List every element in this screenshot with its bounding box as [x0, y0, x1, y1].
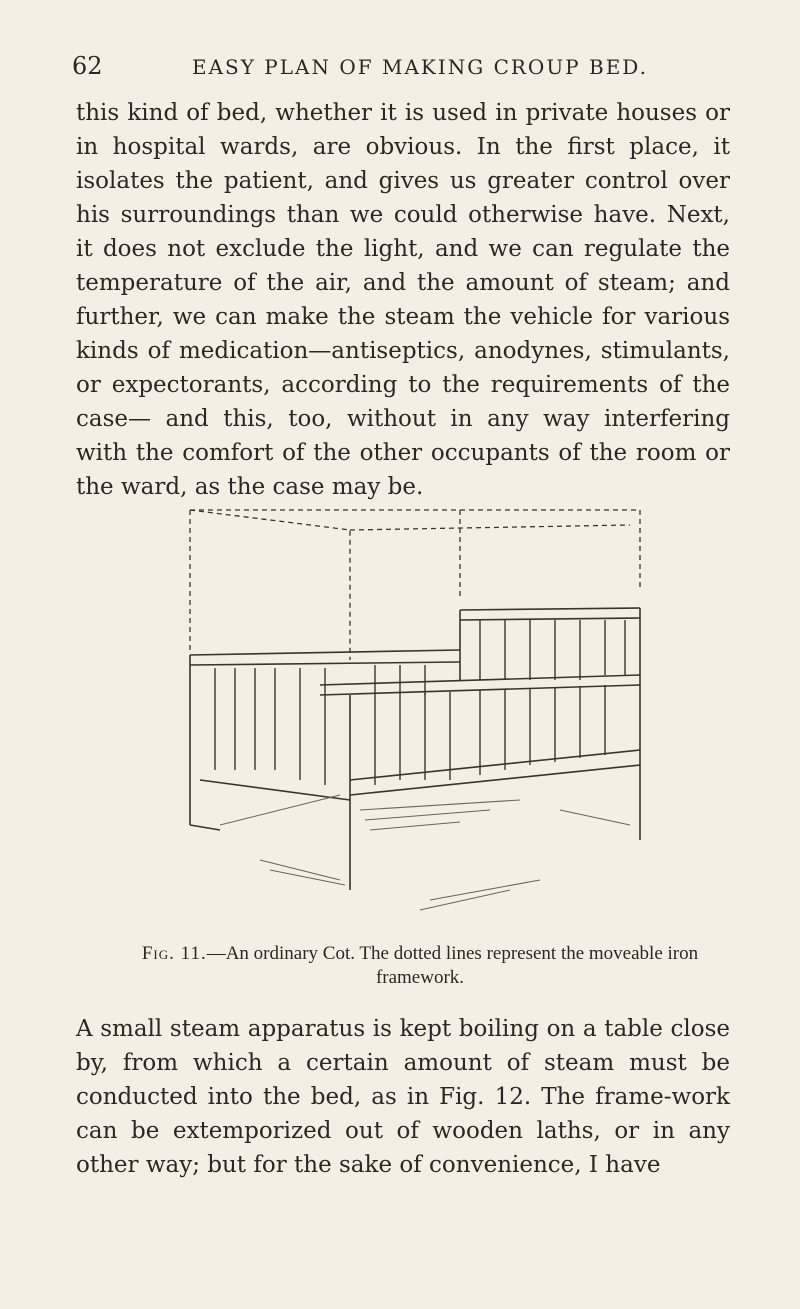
figure-illustration: [160, 480, 660, 930]
figure-caption-text: —An ordinary Cot. The dotted lines represent the moveable iron framework.: [206, 943, 699, 988]
running-head: EASY PLAN OF MAKING CROUP BED.: [192, 55, 648, 79]
cot-illustration: [160, 480, 660, 930]
page-header: [72, 52, 722, 82]
page-number: 62: [72, 52, 103, 80]
dotted-framework: [190, 510, 640, 660]
figure-caption: [120, 942, 720, 990]
paragraph-1: this kind of bed, whether it is used in private houses or in hospital wards, are obvious. In the first place, it isolates the patient, and gives us greater control over his surroundings than we could otherwise have. Next, it does not exclude the light, and we can regulate the temperature of the air, and the amount of steam; and further, we can make the steam the vehicle for various kinds of medication—antiseptics, anodynes, stimulants, or expectorants, according to the requirements of the case— and this, too, without in any way interfering with the comfort of the other occupants of the room or the ward, as the case may be.: [76, 100, 730, 500]
figure-label: Fig. 11.: [141, 943, 207, 964]
paragraph-2: A small steam apparatus is kept boiling on a table close by, from which a certain amount of steam must be conducted into the bed, as in Fig. 12. The frame-work can be extemporized out of wooden laths, or in any other way; but for the sake of convenience, I have: [76, 1016, 730, 1178]
